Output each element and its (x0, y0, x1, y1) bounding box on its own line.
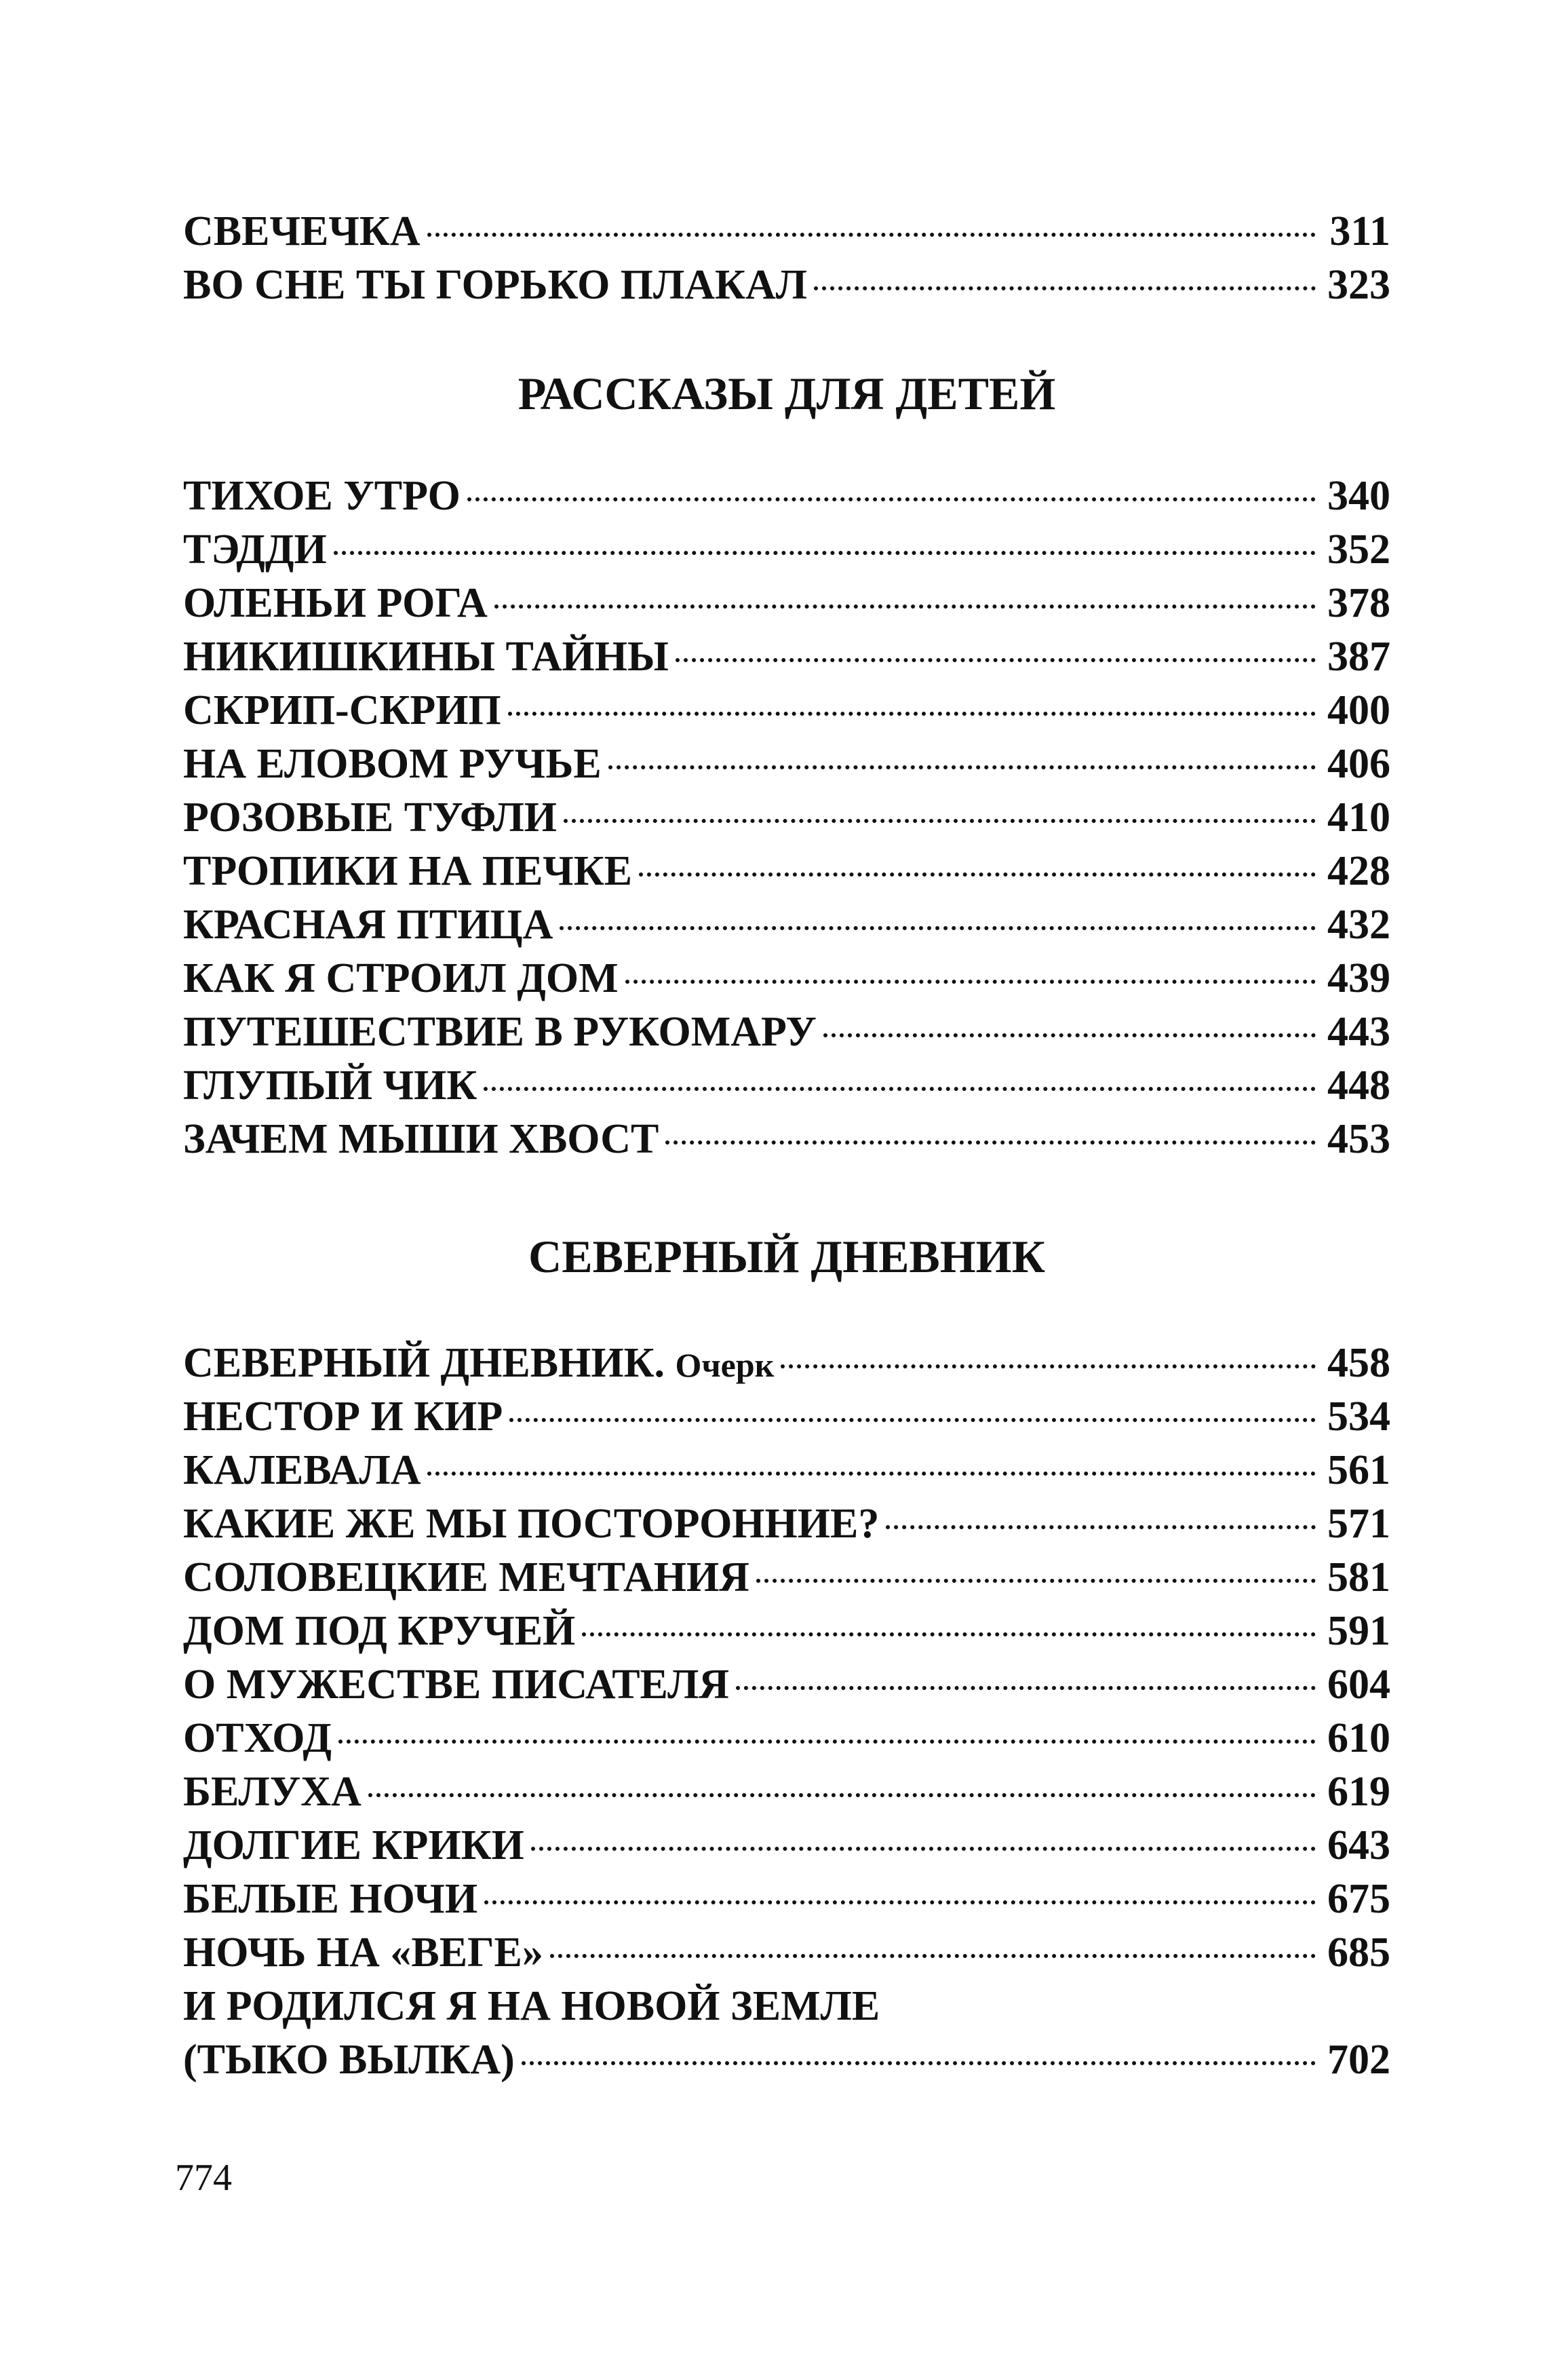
toc-entry-page: 610 (1327, 1715, 1390, 1761)
toc-entry-title: ЗАЧЕМ МЫШИ ХВОСТ (183, 1116, 659, 1162)
toc-entry-title: НА ЕЛОВОМ РУЧЬЕ (183, 741, 602, 787)
toc-dot-leader (427, 233, 1316, 237)
toc-dot-leader (564, 819, 1316, 823)
toc-entry-title: СВЕЧЕЧКА (183, 208, 421, 254)
toc-dot-leader (334, 551, 1316, 555)
toc-entry-page: 561 (1327, 1447, 1390, 1493)
toc-entry-page: 340 (1327, 473, 1390, 519)
toc-entry (183, 1765, 1390, 1819)
toc-entry-page: 323 (1327, 262, 1390, 308)
toc-entry-title: И РОДИЛСЯ Я НА НОВОЙ ЗЕМЛЕ (183, 1983, 880, 2029)
toc-entry (183, 684, 1390, 737)
toc-dot-leader (338, 1740, 1316, 1744)
toc-dot-leader (736, 1686, 1316, 1690)
toc-entry-title: ПУТЕШЕСТВИЕ В РУКОМАРУ (183, 1009, 817, 1055)
toc-entry (183, 1337, 1390, 1390)
toc-entry (183, 1497, 1390, 1551)
toc-entry (183, 1819, 1390, 1873)
toc-entry-title: НЕСТОР И КИР (183, 1394, 503, 1440)
toc-entry-title: КАКИЕ ЖЕ МЫ ПОСТОРОННИЕ? (183, 1501, 880, 1547)
toc-dot-leader (560, 926, 1316, 930)
toc-block-stories-for-children (183, 469, 1390, 1166)
toc-dot-leader (467, 497, 1316, 501)
toc-entry-title: СОЛОВЕЦКИЕ МЕЧТАНИЯ (183, 1554, 749, 1600)
toc-dot-leader (756, 1579, 1316, 1583)
toc-entry-page: 453 (1327, 1116, 1390, 1162)
toc-entry (183, 469, 1390, 523)
toc-dot-leader (531, 1847, 1316, 1851)
toc-entry-page: 643 (1327, 1822, 1390, 1868)
toc-dot-leader (608, 765, 1316, 769)
toc-entry-title: ТИХОЕ УТРО (183, 473, 461, 519)
toc-dot-leader (639, 872, 1316, 877)
toc-entry-page: 443 (1327, 1009, 1390, 1055)
toc-entry (183, 523, 1390, 577)
toc-dot-leader (665, 1140, 1316, 1145)
toc-entry-title: СКРИП-СКРИП (183, 687, 501, 733)
toc-dot-leader (494, 604, 1316, 609)
toc-entry-page: 439 (1327, 955, 1390, 1001)
toc-entry-title: ОТХОД (183, 1715, 332, 1761)
toc-entry (183, 1873, 1390, 1926)
toc-entry (183, 1444, 1390, 1497)
toc-entry-title: РОЗОВЫЕ ТУФЛИ (183, 794, 558, 841)
toc-entry-title: ДОМ ПОД КРУЧЕЙ (183, 1608, 576, 1654)
toc-entry-page: 619 (1327, 1769, 1390, 1815)
toc-entry (183, 845, 1390, 898)
toc-entry-subtitle: Очерк (675, 1346, 775, 1384)
toc-entry (183, 1712, 1390, 1765)
toc-entry (183, 1390, 1390, 1444)
toc-entry-page: 428 (1327, 848, 1390, 894)
toc-dot-leader (625, 980, 1316, 984)
toc-entry-page: 448 (1327, 1062, 1390, 1109)
toc-entry-page: 685 (1327, 1930, 1390, 1976)
toc-dot-leader (522, 2061, 1316, 2065)
page-number: 774 (175, 2157, 232, 2199)
toc-dot-leader (427, 1472, 1316, 1476)
toc-entry-page: 378 (1327, 580, 1390, 626)
toc-entry (183, 1658, 1390, 1712)
toc-entry-title: О МУЖЕСТВЕ ПИСАТЕЛЯ (183, 1662, 730, 1708)
toc-entry-title: НИКИШКИНЫ ТАЙНЫ (183, 634, 669, 680)
toc-entry-title: БЕЛУХА (183, 1769, 362, 1815)
toc-entry-title-main: СЕВЕРНЫЙ ДНЕВНИК. (183, 1340, 665, 1386)
toc-entry-page: 604 (1327, 1662, 1390, 1708)
toc-entry-title: ТРОПИКИ НА ПЕЧКЕ (183, 848, 633, 894)
toc-entry-title: ОЛЕНЬИ РОГА (183, 580, 488, 626)
toc-dot-leader (814, 286, 1316, 290)
toc-entry (183, 737, 1390, 791)
toc-entry-page: 571 (1327, 1501, 1390, 1547)
toc-entry (183, 1551, 1390, 1605)
toc-dot-leader (484, 1900, 1316, 1904)
toc-entry-page: 591 (1327, 1608, 1390, 1654)
toc-dot-leader (550, 1954, 1316, 1958)
toc-entry-title: КРАСНАЯ ПТИЦА (183, 902, 553, 948)
toc-entry-page: 400 (1327, 687, 1390, 733)
toc-dot-leader (509, 1418, 1316, 1422)
toc-dot-leader (676, 658, 1316, 662)
toc-entry-title: КАК Я СТРОИЛ ДОМ (183, 955, 619, 1001)
toc-entry (183, 258, 1390, 312)
toc-dot-leader (484, 1087, 1316, 1091)
toc-entry-page: 406 (1327, 741, 1390, 787)
toc-entry (183, 1605, 1390, 1658)
toc-entry-title (183, 1337, 774, 1392)
toc-entry (183, 630, 1390, 684)
toc-entry (183, 205, 1390, 258)
toc-entry-page: 387 (1327, 634, 1390, 680)
toc-entry-page: 581 (1327, 1554, 1390, 1600)
section-heading: СЕВЕРНЫЙ ДНЕВНИК (528, 1231, 1045, 1282)
toc-entry-title: КАЛЕВАЛА (183, 1447, 421, 1493)
toc-entry-line1 (183, 1980, 1390, 2033)
toc-dot-leader (781, 1364, 1316, 1368)
toc-entry (183, 791, 1390, 845)
toc-entry (183, 1113, 1390, 1166)
toc-dot-leader (368, 1793, 1316, 1797)
toc-entry-page: 534 (1327, 1394, 1390, 1440)
toc-entry (183, 898, 1390, 952)
toc-entry-page: 410 (1327, 794, 1390, 841)
toc-entry-page: 675 (1327, 1876, 1390, 1922)
section-heading: РАССКАЗЫ ДЛЯ ДЕТЕЙ (518, 368, 1056, 419)
toc-entry-line2 (183, 2033, 1390, 2087)
toc-entry-page: 352 (1327, 526, 1390, 573)
toc-entry-title: НОЧЬ НА «ВЕГЕ» (183, 1930, 543, 1976)
toc-block-continued (183, 205, 1390, 312)
toc-entry-page: 311 (1329, 208, 1390, 254)
toc-dot-leader (886, 1525, 1316, 1529)
toc-entry-title: ВО СНЕ ТЫ ГОРЬКО ПЛАКАЛ (183, 262, 807, 308)
toc-entry-title: ДОЛГИЕ КРИКИ (183, 1822, 524, 1868)
toc-entry-page: 432 (1327, 902, 1390, 948)
toc-entry-title: ТЭДДИ (183, 526, 327, 573)
toc-entry-title: (ТЫКО ВЫЛКА) (183, 2037, 515, 2083)
toc-entry (183, 577, 1390, 630)
toc-entry-page: 458 (1327, 1340, 1390, 1386)
toc-entry (183, 952, 1390, 1005)
toc-dot-leader (823, 1033, 1316, 1037)
toc-entry-title: БЕЛЫЕ НОЧИ (183, 1876, 478, 1922)
toc-dot-leader (582, 1632, 1316, 1636)
toc-entry (183, 1005, 1390, 1059)
toc-entry-title: ГЛУПЫЙ ЧИК (183, 1062, 477, 1109)
toc-entry (183, 1926, 1390, 1980)
toc-entry (183, 1059, 1390, 1113)
toc-block-northern-diary (183, 1337, 1390, 2087)
toc-dot-leader (508, 712, 1316, 716)
toc-entry-page: 702 (1327, 2037, 1390, 2083)
